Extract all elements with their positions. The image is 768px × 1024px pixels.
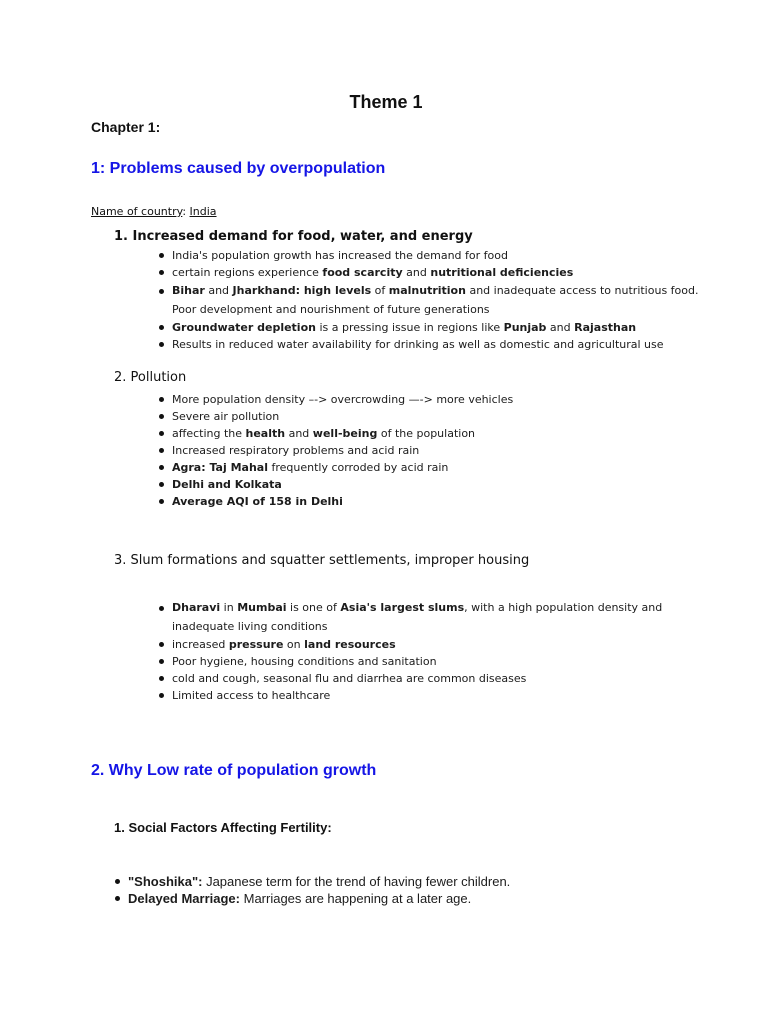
section-heading-overpopulation: 1: Problems caused by overpopulation bbox=[91, 160, 386, 177]
text-run: Increased respiratory problems and acid rain bbox=[172, 444, 420, 457]
text-run: increased bbox=[172, 638, 229, 651]
subheading-food-water-energy: 1. Increased demand for food, water, and energy bbox=[114, 229, 473, 244]
text-run: Asia's largest slums bbox=[340, 601, 465, 614]
list-slums bbox=[158, 598, 718, 704]
section-heading-low-growth: 2. Why Low rate of population growth bbox=[91, 762, 377, 779]
list-item bbox=[158, 391, 718, 408]
subheading-pollution: 2. Pollution bbox=[114, 370, 187, 385]
text-run: health bbox=[245, 427, 286, 440]
text-run: Average AQI of 158 in Delhi bbox=[172, 495, 343, 508]
page-title: Theme 1 bbox=[349, 92, 423, 112]
country-line bbox=[91, 205, 217, 218]
chapter-heading: Chapter 1: bbox=[91, 119, 161, 135]
text-run: in bbox=[220, 601, 238, 614]
list-item bbox=[158, 408, 718, 425]
text-run: Rajasthan bbox=[574, 321, 637, 334]
country-value: India bbox=[189, 205, 217, 218]
text-run: Japanese term for the trend of having fewer children. bbox=[202, 874, 511, 889]
list-item bbox=[158, 425, 718, 442]
text-run: "Shoshika": bbox=[128, 874, 203, 889]
text-run: and bbox=[402, 266, 431, 279]
text-run: affecting the bbox=[172, 427, 246, 440]
text-run: of the population bbox=[377, 427, 476, 440]
text-run: Results in reduced water availability for drinking as well as domestic and agricultural use bbox=[172, 338, 664, 351]
text-run: Jharkhand: high levels bbox=[232, 284, 372, 297]
text-run: cold and cough, seasonal flu and diarrhea are common diseases bbox=[172, 672, 527, 685]
text-run: and bbox=[204, 284, 233, 297]
list-item bbox=[158, 636, 718, 653]
text-run: Delhi and Kolkata bbox=[172, 478, 282, 491]
text-run: Agra: Taj Mahal bbox=[172, 461, 268, 474]
list-pollution bbox=[158, 391, 718, 510]
list-item bbox=[158, 319, 718, 336]
text-run: and bbox=[285, 427, 313, 440]
text-run: Marriages are happening at a later age. bbox=[240, 891, 472, 906]
text-run: and inadequate access to nutritious food. Poor development and nourishment of future generations bbox=[172, 284, 699, 316]
country-label: Name of country bbox=[91, 205, 183, 218]
list-item bbox=[114, 890, 734, 907]
text-run: well-being bbox=[312, 427, 378, 440]
text-run: and bbox=[546, 321, 575, 334]
text-run: More population density –-> overcrowding —-> more vehicles bbox=[172, 393, 514, 406]
text-run: pressure bbox=[228, 638, 284, 651]
country-separator: : bbox=[182, 205, 190, 218]
text-run: certain regions experience bbox=[172, 266, 323, 279]
text-run: Delayed Marriage: bbox=[128, 891, 240, 906]
list-social-factors bbox=[114, 873, 734, 907]
text-run: nutritional deficiencies bbox=[430, 266, 574, 279]
list-item bbox=[158, 687, 718, 704]
text-run: land resources bbox=[304, 638, 396, 651]
text-run: of bbox=[371, 284, 389, 297]
text-run: on bbox=[283, 638, 305, 651]
subheading-slums: 3. Slum formations and squatter settlements, improper housing bbox=[114, 553, 530, 568]
list-item bbox=[158, 476, 718, 493]
text-run: frequently corroded by acid rain bbox=[267, 461, 449, 474]
list-item bbox=[158, 442, 718, 459]
text-run: malnutrition bbox=[388, 284, 466, 297]
text-run: , with a high population density and inadequate living conditions bbox=[172, 601, 663, 633]
list-item bbox=[158, 653, 718, 670]
text-run: India's population growth has increased the demand for food bbox=[172, 249, 508, 262]
list-item bbox=[158, 336, 718, 353]
text-run: Dharavi bbox=[172, 601, 221, 614]
text-run: Limited access to healthcare bbox=[172, 689, 331, 702]
text-run: food scarcity bbox=[322, 266, 403, 279]
text-run: is one of bbox=[286, 601, 341, 614]
text-run: Poor hygiene, housing conditions and sanitation bbox=[172, 655, 437, 668]
text-run: is a pressing issue in regions like bbox=[315, 321, 504, 334]
subheading-social-factors: 1. Social Factors Affecting Fertility: bbox=[114, 820, 332, 835]
list-food-water-energy bbox=[158, 247, 718, 353]
text-run: Severe air pollution bbox=[172, 410, 280, 423]
list-item bbox=[158, 281, 718, 319]
list-item bbox=[114, 873, 734, 890]
list-item bbox=[158, 670, 718, 687]
text-run: Punjab bbox=[503, 321, 547, 334]
list-item bbox=[158, 247, 718, 264]
list-item bbox=[158, 493, 718, 510]
text-run: Bihar bbox=[172, 284, 205, 297]
list-item bbox=[158, 264, 718, 281]
text-run: Groundwater depletion bbox=[172, 321, 316, 334]
text-run: Mumbai bbox=[237, 601, 287, 614]
list-item bbox=[158, 459, 718, 476]
list-item bbox=[158, 598, 718, 636]
